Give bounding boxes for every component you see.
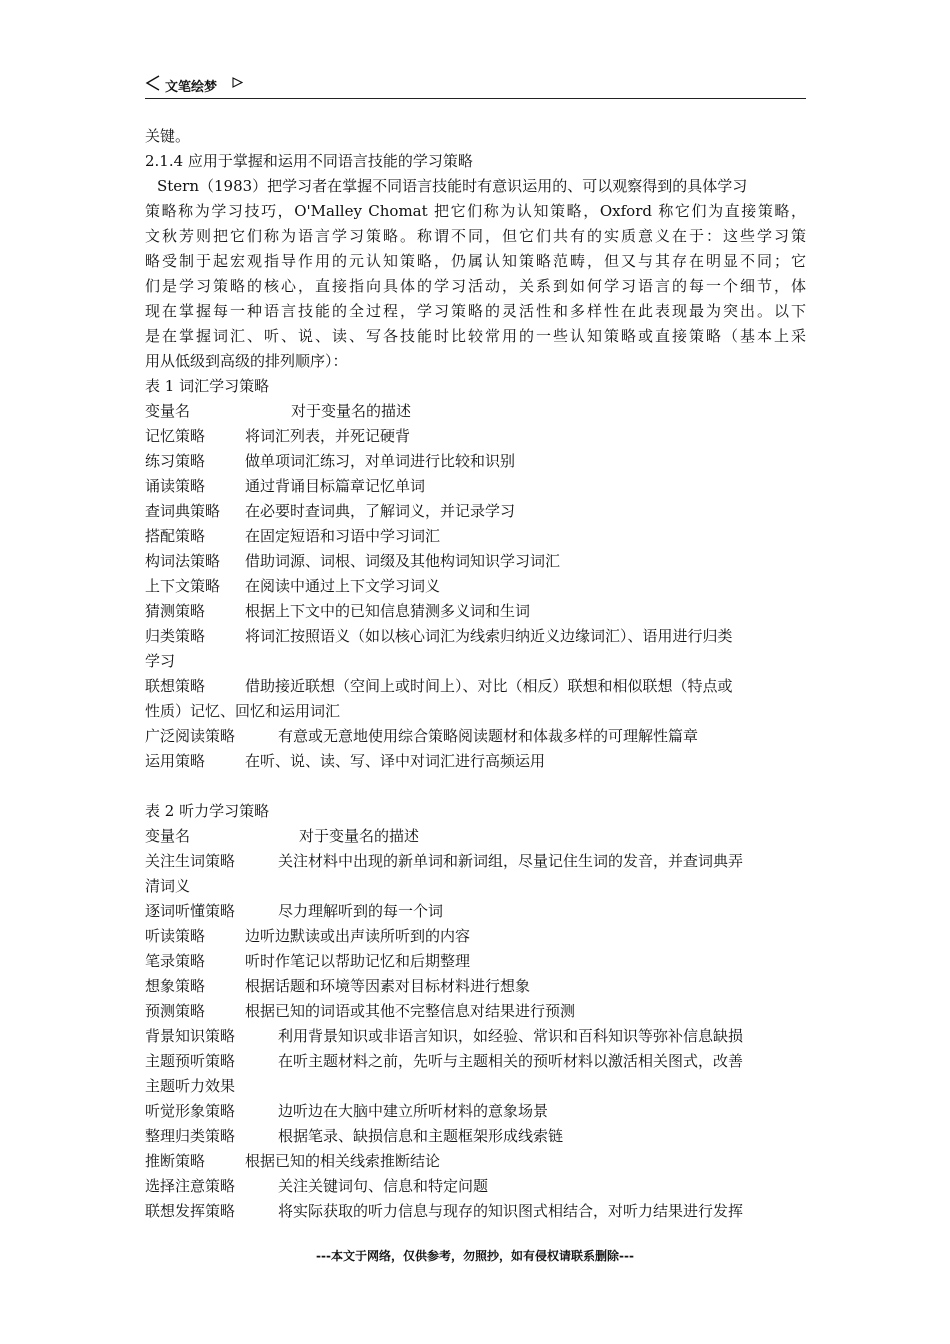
- table-row: 广泛阅读策略 有意或无意地使用综合策略阅读题材和体裁多样的可理解性篇章: [145, 727, 699, 745]
- table-row: 想象策略 根据话题和环境等因素对目标材料进行想象: [145, 977, 531, 995]
- table-row: 推断策略 根据已知的相关线索推断结论: [145, 1152, 441, 1170]
- table-row: 听读策略 边听边默读或出声读所听到的内容: [145, 927, 471, 945]
- table-row-continuation: 学习: [145, 652, 176, 670]
- paragraph-line: 们是学习策略的核心，直接指向具体的学习活动，关系到如何学习语言的每一个细节，体: [145, 277, 806, 295]
- page-footer-notice: ---本文于网络，仅供参考，勿照抄，如有侵权请联系删除---: [316, 1249, 634, 1263]
- table-2: [145, 799, 806, 1224]
- table-row: 笔录策略 听时作笔记以帮助记忆和后期整理: [145, 952, 471, 970]
- table-row: 搭配策略 在固定短语和习语中学习词汇: [145, 527, 441, 545]
- spacer: [145, 774, 806, 799]
- table-row: 整理归类策略 根据笔录、缺损信息和主题框架形成线索链: [145, 1127, 564, 1145]
- table-title: 表 1 词汇学习策略: [145, 377, 270, 395]
- table-row: 主题预听策略 在听主题材料之前，先听与主题相关的预听材料以激活相关图式，改善: [145, 1052, 744, 1070]
- table-row: 诵读策略 通过背诵目标篇章记忆单词: [145, 477, 426, 495]
- table-row: 归类策略 将词汇按照语义（如以核心词汇为线索归纳近义边缘词汇）、语用进行归类: [145, 627, 733, 645]
- table-row: 联想策略 借助接近联想（空间上或时间上）、对比（相反）联想和相似联想（特点或: [145, 677, 733, 695]
- header-desc: 对于变量名的描述: [291, 402, 412, 420]
- paragraph-line: 略受制于起宏观指导作用的元认知策略，仍属认知策略范畴，但又与其存在明显不同；它: [145, 252, 806, 270]
- table-row: 查词典策略 在必要时查词典，了解词义，并记录学习: [145, 502, 516, 520]
- paragraph-line: 文秋芳则把它们称为语言学习策略。称谓不同，但它们共有的实质意义在于：这些学习策: [145, 227, 806, 245]
- table-header: [145, 399, 806, 424]
- section-heading: 2.1.4 应用于掌握和运用不同语言技能的学习策略: [145, 152, 473, 170]
- table-row-continuation: 主题听力效果: [145, 1077, 236, 1095]
- table-row: 记忆策略 将词汇列表，并死记硬背: [145, 427, 411, 445]
- table-row: 练习策略 做单项词汇练习，对单词进行比较和识别: [145, 452, 516, 470]
- text-line: 关键。: [145, 127, 191, 145]
- table-row: 听觉形象策略 边听边在大脑中建立所听材料的意象场景: [145, 1102, 549, 1120]
- header-desc: 对于变量名的描述: [299, 827, 420, 845]
- table-1: [145, 374, 806, 774]
- table-header: [145, 824, 806, 849]
- table-row: 构词法策略 借助词源、词根、词缀及其他构词知识学习词汇: [145, 552, 561, 570]
- table-row-continuation: 性质）记忆、回忆和运用词汇: [145, 702, 341, 720]
- page-header: [145, 74, 806, 99]
- table-row: 猜测策略 根据上下文中的已知信息猜测多义词和生词: [145, 602, 531, 620]
- paragraph-line: 现在掌握每一种语言技能的全过程，学习策略的灵活性和多样性在此表现最为突出。以下: [145, 302, 806, 320]
- left-triangle-icon: [145, 75, 161, 91]
- table-title: 表 2 听力学习策略: [145, 802, 270, 820]
- right-triangle-icon: [232, 77, 243, 88]
- table-row: 运用策略 在听、说、读、写、译中对词汇进行高频运用: [145, 752, 546, 770]
- header-name: 变量名: [145, 402, 191, 420]
- table-row: 预测策略 根据已知的词语或其他不完整信息对结果进行预测: [145, 1002, 576, 1020]
- table-row: 逐词听懂策略 尽力理解听到的每一个词: [145, 902, 444, 920]
- paragraph-line: 策略称为学习技巧，O'Malley Chomat 把它们称为认知策略，Oxford 称它们为直接策略，: [145, 202, 806, 220]
- paragraph-line: Stern（1983）把学习者在掌握不同语言技能时有意识运用的、可以观察得到的具体学习: [157, 177, 748, 195]
- table-row: 联想发挥策略 将实际获取的听力信息与现存的知识图式相结合，对听力结果进行发挥: [145, 1202, 744, 1220]
- header-brand: 文笔绘梦: [165, 80, 218, 95]
- table-row: 上下文策略 在阅读中通过上下文学习词义: [145, 577, 441, 595]
- table-row-continuation: 清词义: [145, 877, 191, 895]
- intro-paragraph: [145, 174, 806, 374]
- header-name: 变量名: [145, 827, 191, 845]
- table-row: 关注生词策略 关注材料中出现的新单词和新词组，尽量记住生词的发音，并查词典弄: [145, 852, 744, 870]
- paragraph-line: 是在掌握词汇、听、说、读、写各技能时比较常用的一些认知策略或直接策略（基本上采: [145, 327, 806, 345]
- table-row: 背景知识策略 利用背景知识或非语言知识，如经验、常识和百科知识等弥补信息缺损: [145, 1027, 744, 1045]
- paragraph-line: 用从低级到高级的排列顺序）：: [145, 352, 348, 370]
- document-body: [145, 124, 806, 1224]
- table-row: 选择注意策略 关注关键词句、信息和特定问题: [145, 1177, 489, 1195]
